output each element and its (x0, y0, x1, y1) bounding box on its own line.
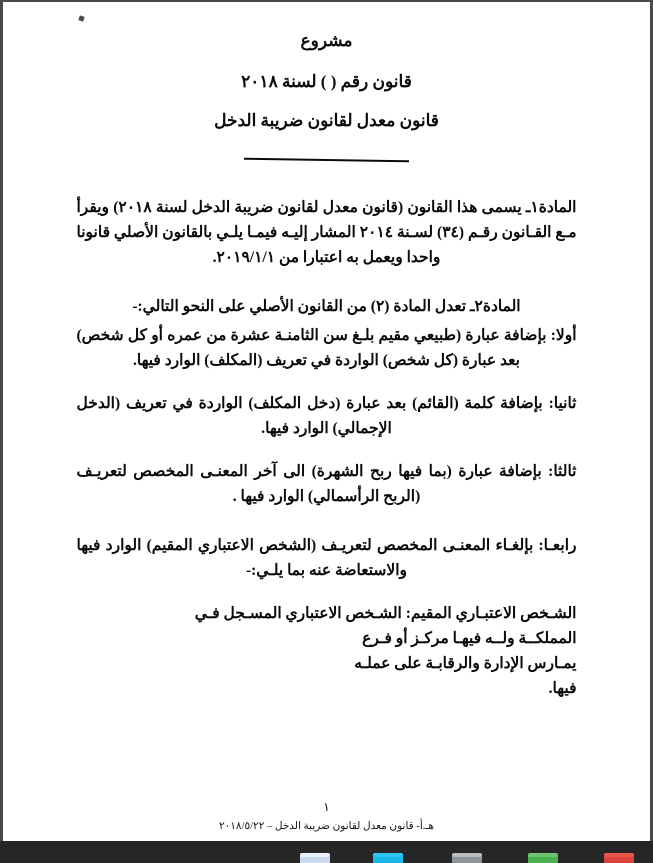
title-line-law-subject: قانون معدل لقانون ضريبة الدخل (214, 111, 439, 130)
footer-note: هـ.أ- قانون معدل لقانون ضريبة الدخل – ٢٠١٨/٥/٢٢ (219, 821, 434, 832)
article-2-intro-paragraph: المادة٢ـ تعدل المادة (٢) من القانون الأصلي على النحو التالي:- (132, 298, 521, 315)
document-body (77, 161, 577, 701)
article-1-paragraph: المادة١ـ يسمى هذا القانون (قانون معدل لقانون ضريبة الدخل لسنة ٢٠١٨) ويقرأ مـع القـانون رقـم (٣٤) لسـنة ٢٠١٤ المشار إليـه فيمـا يلـي بالقانون الأصلي قانونا واحدا ويعمل به اعتبارا من ٢٠١٩/١/١. (76, 199, 577, 266)
taskbar-icon-browser-highlight (604, 853, 634, 857)
title-line-project: مشروع (300, 31, 353, 50)
clause-fourth-paragraph: رابعـا: بإلغـاء المعنـى المخصص لتعريـف (الشخص الاعتباري المقيم) الوارد فيها والاستعاضة عنه بما يلـي:- (76, 537, 577, 579)
definition-resident-legal-person (77, 601, 577, 701)
clause-third-paragraph: ثالثا: بإضافة عبارة (بما فيها ربح الشهرة) الى آخر المعنـى المخصص لتعريـف (الربح الرأسمالي) الوارد فيها . (76, 463, 577, 505)
scan-artifact-speck (78, 15, 84, 21)
taskbar-icon-media[interactable] (528, 853, 558, 863)
document-title-block (3, 32, 650, 161)
taskbar-icon-editor[interactable] (452, 853, 482, 863)
taskbar-icon-explorer[interactable] (300, 853, 330, 863)
taskbar-icon-browser[interactable] (604, 853, 634, 863)
definition-line-4: فيها. (548, 680, 577, 697)
definition-line-1: الشـخص الاعتبـاري المقيم: الشـخص الاعتباري المسـجل فـي (194, 605, 577, 622)
definition-line-2: المملكــة ولــه فيهـا مركـز أو فـرع (362, 630, 577, 647)
page-number: ١ (323, 800, 330, 814)
taskbar-icon-messenger-highlight (373, 853, 403, 857)
clause-first-paragraph: أولا: بإضافة عبارة (طبيعي مقيم بلـغ سن الثامنـة عشرة من عمره أو كل شخص) بعد عبارة (كل شخص) الواردة في تعريف (المكلف) الوارد فيها. (76, 327, 577, 369)
taskbar-icon-messenger[interactable] (373, 853, 403, 863)
clause-second-paragraph: ثانيا: بإضافة كلمة (القائم) بعد عبارة (دخل المكلف) الواردة في تعريف (الدخل الإجمالي) الوارد فيها. (76, 395, 577, 437)
taskbar-icon-media-highlight (528, 853, 558, 857)
definition-line-3: يمـارس الإدارة والرقابـة على عملـه (354, 655, 577, 672)
title-line-law-number: قانون رقم ( ) لسنة ٢٠١٨ (241, 72, 412, 91)
taskbar (0, 841, 653, 863)
taskbar-icon-explorer-highlight (300, 853, 330, 857)
taskbar-icon-editor-highlight (452, 853, 482, 857)
